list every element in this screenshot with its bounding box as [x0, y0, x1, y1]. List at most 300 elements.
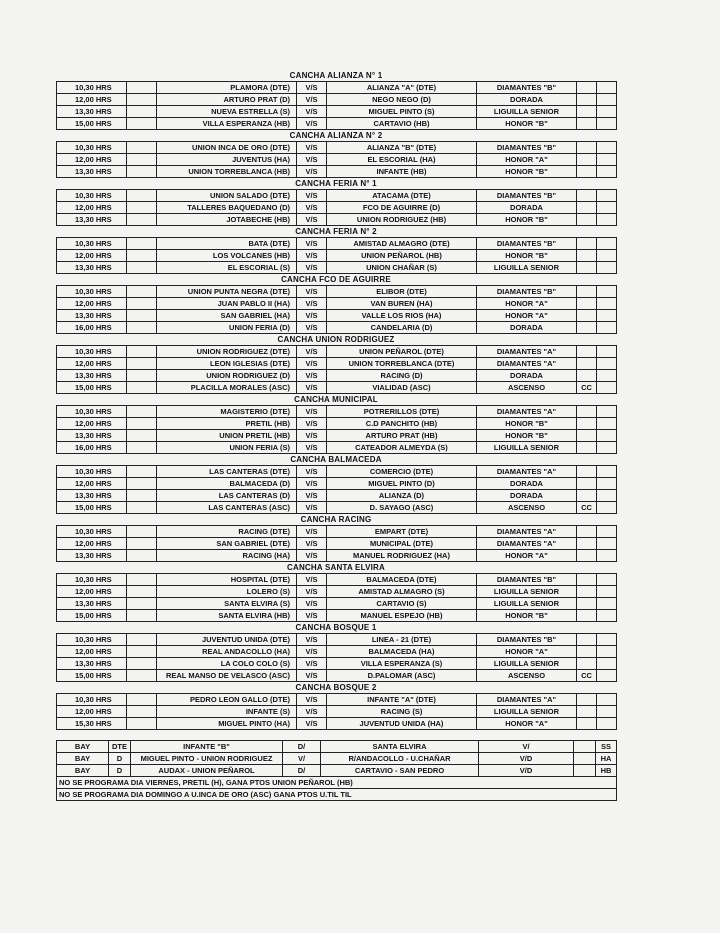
- section-table: [56, 405, 617, 454]
- blank-cell: [127, 430, 157, 442]
- category-cell: DIAMANTES "B": [477, 190, 577, 202]
- program-note: NO SE PROGRAMA DIA VIERNES, PRETIL (H), GANA PTOS UNION PEÑAROL (HB): [57, 777, 617, 789]
- bay-label-cell: BAY: [57, 741, 109, 753]
- versus-cell: V/S: [297, 262, 327, 274]
- category-cell: HONOR "A": [477, 154, 577, 166]
- blank-cell: [597, 586, 617, 598]
- table-row: [57, 358, 617, 370]
- home-team-cell: HOSPITAL (DTE): [157, 574, 297, 586]
- bay-table: [56, 740, 617, 801]
- blank-cell: [597, 526, 617, 538]
- category-cell: DIAMANTES "B": [477, 634, 577, 646]
- away-team-cell: MIGUEL PINTO (S): [327, 106, 477, 118]
- category-cell: HONOR "A": [477, 298, 577, 310]
- home-team-cell: SANTA ELVIRA (S): [157, 598, 297, 610]
- home-team-cell: TALLERES BAQUEDANO (D): [157, 202, 297, 214]
- category-cell: LIGUILLA SENIOR: [477, 658, 577, 670]
- blank-cell: [597, 250, 617, 262]
- bay-team-cell: MIGUEL PINTO - UNION RODRIGUEZ: [131, 753, 283, 765]
- versus-cell: V/S: [297, 154, 327, 166]
- versus-cell: V/S: [297, 346, 327, 358]
- time-cell: 13,30 HRS: [57, 262, 127, 274]
- category-cell: DORADA: [477, 490, 577, 502]
- blank-cell: [597, 154, 617, 166]
- away-team-cell: ELIBOR (DTE): [327, 286, 477, 298]
- table-row: [57, 526, 617, 538]
- category-cell: HONOR "A": [477, 718, 577, 730]
- versus-cell: V/S: [297, 718, 327, 730]
- time-cell: 13,30 HRS: [57, 550, 127, 562]
- category-cell: DIAMANTES "B": [477, 82, 577, 94]
- category-cell: DIAMANTES "A": [477, 346, 577, 358]
- home-team-cell: UNION SALADO (DTE): [157, 190, 297, 202]
- away-team-cell: MANUEL RODRIGUEZ (HA): [327, 550, 477, 562]
- category-cell: DIAMANTES "A": [477, 406, 577, 418]
- versus-cell: V/S: [297, 406, 327, 418]
- versus-cell: V/S: [297, 238, 327, 250]
- versus-cell: V/S: [297, 670, 327, 682]
- section-table: [56, 573, 617, 622]
- note-cell: [577, 574, 597, 586]
- blank-cell: [597, 466, 617, 478]
- time-cell: 13,30 HRS: [57, 214, 127, 226]
- blank-cell: [127, 202, 157, 214]
- bay-vs-cell: D/: [283, 741, 321, 753]
- section-table: [56, 465, 617, 514]
- versus-cell: V/S: [297, 694, 327, 706]
- versus-cell: V/S: [297, 598, 327, 610]
- table-row: [57, 670, 617, 682]
- blank-cell: [597, 670, 617, 682]
- versus-cell: V/S: [297, 490, 327, 502]
- home-team-cell: PLAMORA (DTE): [157, 82, 297, 94]
- blank-cell: [597, 106, 617, 118]
- away-team-cell: VALLE LOS RIOS (HA): [327, 310, 477, 322]
- time-cell: 12,00 HRS: [57, 538, 127, 550]
- versus-cell: V/S: [297, 142, 327, 154]
- blank-cell: [127, 538, 157, 550]
- note-cell: [577, 190, 597, 202]
- home-team-cell: ARTURO PRAT (D): [157, 94, 297, 106]
- blank-cell: [127, 418, 157, 430]
- bay-opponent-cell: R/ANDACOLLO - U.CHAÑAR: [321, 753, 479, 765]
- blank-cell: [127, 286, 157, 298]
- section-table: [56, 525, 617, 562]
- category-cell: DORADA: [477, 370, 577, 382]
- table-row: [57, 250, 617, 262]
- blank-cell: [597, 610, 617, 622]
- category-cell: LIGUILLA SENIOR: [477, 706, 577, 718]
- home-team-cell: EL ESCORIAL (S): [157, 262, 297, 274]
- blank-cell: [597, 94, 617, 106]
- note-cell: [577, 250, 597, 262]
- category-cell: HONOR "B": [477, 430, 577, 442]
- versus-cell: V/S: [297, 322, 327, 334]
- note-cell: [577, 406, 597, 418]
- away-team-cell: INFANTE (HB): [327, 166, 477, 178]
- away-team-cell: CATEADOR ALMEYDA (S): [327, 442, 477, 454]
- versus-cell: V/S: [297, 190, 327, 202]
- away-team-cell: UNION PEÑAROL (DTE): [327, 346, 477, 358]
- note-cell: [577, 82, 597, 94]
- blank-cell: [127, 406, 157, 418]
- away-team-cell: UNION RODRIGUEZ (HB): [327, 214, 477, 226]
- versus-cell: V/S: [297, 358, 327, 370]
- blank-cell: [127, 346, 157, 358]
- away-team-cell: NEGO NEGO (D): [327, 94, 477, 106]
- time-cell: 10,30 HRS: [57, 406, 127, 418]
- category-cell: DIAMANTES "A": [477, 358, 577, 370]
- bay-code-cell: D: [109, 753, 131, 765]
- note-cell: [577, 142, 597, 154]
- section-title: CANCHA RACING: [300, 515, 372, 524]
- note-cell: [577, 430, 597, 442]
- note-row: [57, 789, 617, 801]
- away-team-cell: UNION PEÑAROL (HB): [327, 250, 477, 262]
- blank-cell: [127, 670, 157, 682]
- note-cell: [577, 238, 597, 250]
- time-cell: 12,00 HRS: [57, 202, 127, 214]
- category-cell: ASCENSO: [477, 382, 577, 394]
- note-cell: [577, 658, 597, 670]
- blank-cell: [597, 478, 617, 490]
- away-team-cell: MUNICIPAL (DTE): [327, 538, 477, 550]
- versus-cell: V/S: [297, 94, 327, 106]
- versus-cell: V/S: [297, 118, 327, 130]
- home-team-cell: LAS CANTERAS (ASC): [157, 502, 297, 514]
- blank-cell: [574, 741, 596, 753]
- time-cell: 13,30 HRS: [57, 310, 127, 322]
- section-title: CANCHA FERIA N° 2: [295, 227, 377, 236]
- blank-cell: [597, 718, 617, 730]
- bay-row: [57, 765, 617, 777]
- home-team-cell: PLACILLA MORALES (ASC): [157, 382, 297, 394]
- home-team-cell: LA COLO COLO (S): [157, 658, 297, 670]
- bay-label-cell: BAY: [57, 765, 109, 777]
- note-cell: [577, 646, 597, 658]
- category-cell: DORADA: [477, 322, 577, 334]
- section-title: CANCHA ALIANZA N° 2: [289, 131, 383, 140]
- time-cell: 10,30 HRS: [57, 634, 127, 646]
- versus-cell: V/S: [297, 586, 327, 598]
- versus-cell: V/S: [297, 310, 327, 322]
- blank-cell: [597, 142, 617, 154]
- versus-cell: V/S: [297, 82, 327, 94]
- away-team-cell: C.D PANCHITO (HB): [327, 418, 477, 430]
- away-team-cell: CANDELARIA (D): [327, 322, 477, 334]
- blank-cell: [597, 406, 617, 418]
- time-cell: 13,30 HRS: [57, 490, 127, 502]
- note-cell: [577, 370, 597, 382]
- versus-cell: V/S: [297, 526, 327, 538]
- note-cell: [577, 526, 597, 538]
- section-title: CANCHA BALMACEDA: [290, 455, 382, 464]
- blank-cell: [127, 118, 157, 130]
- category-cell: LIGUILLA SENIOR: [477, 598, 577, 610]
- home-team-cell: LEON IGLESIAS (DTE): [157, 358, 297, 370]
- table-row: [57, 718, 617, 730]
- table-row: [57, 694, 617, 706]
- note-cell: [577, 466, 597, 478]
- table-row: [57, 706, 617, 718]
- away-team-cell: COMERCIO (DTE): [327, 466, 477, 478]
- blank-cell: [127, 598, 157, 610]
- versus-cell: V/S: [297, 418, 327, 430]
- time-cell: 13,30 HRS: [57, 658, 127, 670]
- time-cell: 15,00 HRS: [57, 670, 127, 682]
- note-cell: [577, 442, 597, 454]
- table-row: [57, 442, 617, 454]
- time-cell: 16,00 HRS: [57, 322, 127, 334]
- blank-cell: [127, 154, 157, 166]
- versus-cell: V/S: [297, 502, 327, 514]
- blank-cell: [597, 706, 617, 718]
- table-row: [57, 430, 617, 442]
- blank-cell: [127, 166, 157, 178]
- versus-cell: V/S: [297, 538, 327, 550]
- blank-cell: [127, 574, 157, 586]
- home-team-cell: JUVENTUS (HA): [157, 154, 297, 166]
- away-team-cell: VIALIDAD (ASC): [327, 382, 477, 394]
- category-cell: LIGUILLA SENIOR: [477, 262, 577, 274]
- blank-cell: [597, 694, 617, 706]
- section-table: [56, 81, 617, 130]
- bay-opponent-cell: CARTAVIO - SAN PEDRO: [321, 765, 479, 777]
- blank-cell: [597, 490, 617, 502]
- table-row: [57, 634, 617, 646]
- home-team-cell: JUAN PABLO II (HA): [157, 298, 297, 310]
- blank-cell: [127, 190, 157, 202]
- home-team-cell: UNION FERIA (S): [157, 442, 297, 454]
- home-team-cell: VILLA ESPERANZA (HB): [157, 118, 297, 130]
- versus-cell: V/S: [297, 706, 327, 718]
- versus-cell: V/S: [297, 466, 327, 478]
- blank-cell: [127, 142, 157, 154]
- table-row: [57, 310, 617, 322]
- blank-cell: [127, 370, 157, 382]
- time-cell: 13,30 HRS: [57, 430, 127, 442]
- note-cell: [577, 202, 597, 214]
- category-cell: DORADA: [477, 94, 577, 106]
- home-team-cell: UNION RODRIGUEZ (DTE): [157, 346, 297, 358]
- blank-cell: [597, 538, 617, 550]
- versus-cell: V/S: [297, 430, 327, 442]
- home-team-cell: SAN GABRIEL (DTE): [157, 538, 297, 550]
- note-cell: [577, 94, 597, 106]
- category-cell: HONOR "B": [477, 118, 577, 130]
- home-team-cell: RACING (HA): [157, 550, 297, 562]
- table-row: [57, 406, 617, 418]
- note-cell: CC: [577, 382, 597, 394]
- note-cell: [577, 538, 597, 550]
- blank-cell: [127, 478, 157, 490]
- section-title: CANCHA FCO DE AGUIRRE: [281, 275, 391, 284]
- away-team-cell: INFANTE "A" (DTE): [327, 694, 477, 706]
- table-row: [57, 502, 617, 514]
- schedule-sheet: [56, 70, 616, 801]
- versus-cell: V/S: [297, 658, 327, 670]
- versus-cell: V/S: [297, 442, 327, 454]
- away-team-cell: ALIANZA (D): [327, 490, 477, 502]
- home-team-cell: REAL ANDACOLLO (HA): [157, 646, 297, 658]
- table-row: [57, 286, 617, 298]
- blank-cell: [597, 346, 617, 358]
- blank-cell: [127, 610, 157, 622]
- away-team-cell: AMISTAD ALMAGRO (S): [327, 586, 477, 598]
- versus-cell: V/S: [297, 298, 327, 310]
- blank-cell: [127, 718, 157, 730]
- blank-cell: [597, 310, 617, 322]
- category-cell: HONOR "A": [477, 550, 577, 562]
- blank-cell: [597, 190, 617, 202]
- home-team-cell: UNION RODRIGUEZ (D): [157, 370, 297, 382]
- versus-cell: V/S: [297, 478, 327, 490]
- table-row: [57, 610, 617, 622]
- note-cell: [577, 706, 597, 718]
- time-cell: 10,30 HRS: [57, 346, 127, 358]
- section-table: [56, 285, 617, 334]
- note-cell: [577, 346, 597, 358]
- table-row: [57, 586, 617, 598]
- versus-cell: V/S: [297, 370, 327, 382]
- time-cell: 15,00 HRS: [57, 610, 127, 622]
- table-row: [57, 466, 617, 478]
- category-cell: DIAMANTES "B": [477, 286, 577, 298]
- table-row: [57, 346, 617, 358]
- blank-cell: [597, 322, 617, 334]
- blank-cell: [127, 94, 157, 106]
- blank-cell: [597, 430, 617, 442]
- note-cell: [577, 586, 597, 598]
- bay-tag-cell: HB: [596, 765, 617, 777]
- away-team-cell: FCO DE AGUIRRE (D): [327, 202, 477, 214]
- blank-cell: [597, 634, 617, 646]
- time-cell: 13,30 HRS: [57, 598, 127, 610]
- note-cell: [577, 106, 597, 118]
- versus-cell: V/S: [297, 574, 327, 586]
- category-cell: DIAMANTES "B": [477, 574, 577, 586]
- table-row: [57, 658, 617, 670]
- note-cell: [577, 118, 597, 130]
- blank-cell: [127, 466, 157, 478]
- table-row: [57, 322, 617, 334]
- blank-cell: [127, 310, 157, 322]
- home-team-cell: JOTABECHE (HB): [157, 214, 297, 226]
- blank-cell: [127, 442, 157, 454]
- section-table: [56, 693, 617, 730]
- category-cell: DORADA: [477, 478, 577, 490]
- blank-cell: [127, 586, 157, 598]
- note-cell: [577, 154, 597, 166]
- time-cell: 12,00 HRS: [57, 154, 127, 166]
- time-cell: 10,30 HRS: [57, 82, 127, 94]
- blank-cell: [597, 658, 617, 670]
- home-team-cell: MIGUEL PINTO (HA): [157, 718, 297, 730]
- blank-cell: [127, 526, 157, 538]
- away-team-cell: ARTURO PRAT (HB): [327, 430, 477, 442]
- category-cell: LIGUILLA SENIOR: [477, 442, 577, 454]
- table-row: [57, 142, 617, 154]
- versus-cell: V/S: [297, 610, 327, 622]
- versus-cell: V/S: [297, 106, 327, 118]
- blank-cell: [597, 166, 617, 178]
- blank-cell: [597, 358, 617, 370]
- time-cell: 10,30 HRS: [57, 142, 127, 154]
- versus-cell: V/S: [297, 202, 327, 214]
- home-team-cell: UNION PUNTA NEGRA (DTE): [157, 286, 297, 298]
- category-cell: LIGUILLA SENIOR: [477, 106, 577, 118]
- table-row: [57, 538, 617, 550]
- category-cell: DIAMANTES "A": [477, 694, 577, 706]
- table-row: [57, 190, 617, 202]
- table-row: [57, 166, 617, 178]
- away-team-cell: BALMACEDA (DTE): [327, 574, 477, 586]
- blank-cell: [597, 214, 617, 226]
- away-team-cell: UNION CHAÑAR (S): [327, 262, 477, 274]
- program-note: NO SE PROGRAMA DIA DOMINGO A U.INCA DE ORO (ASC) GANA PTOS U.TIL TIL: [57, 789, 617, 801]
- away-team-cell: EMPART (DTE): [327, 526, 477, 538]
- note-cell: [577, 310, 597, 322]
- time-cell: 15,00 HRS: [57, 382, 127, 394]
- time-cell: 10,30 HRS: [57, 466, 127, 478]
- home-team-cell: LAS CANTERAS (D): [157, 490, 297, 502]
- home-team-cell: UNION TORREBLANCA (HB): [157, 166, 297, 178]
- note-cell: [577, 214, 597, 226]
- blank-cell: [597, 382, 617, 394]
- home-team-cell: PEDRO LEON GALLO (DTE): [157, 694, 297, 706]
- blank-cell: [127, 502, 157, 514]
- section-title: CANCHA BOSQUE 1: [295, 623, 377, 632]
- section-title: CANCHA FERIA N° 1: [295, 179, 377, 188]
- versus-cell: V/S: [297, 550, 327, 562]
- away-team-cell: CARTAVIO (HB): [327, 118, 477, 130]
- time-cell: 12,00 HRS: [57, 418, 127, 430]
- section-table: [56, 345, 617, 394]
- category-cell: HONOR "B": [477, 214, 577, 226]
- table-row: [57, 82, 617, 94]
- blank-cell: [574, 753, 596, 765]
- section-table: [56, 189, 617, 226]
- bay-team-cell: INFANTE "B": [131, 741, 283, 753]
- note-cell: [577, 322, 597, 334]
- away-team-cell: CARTAVIO (S): [327, 598, 477, 610]
- bay-vs-cell: D/: [283, 765, 321, 777]
- blank-cell: [127, 106, 157, 118]
- time-cell: 12,00 HRS: [57, 358, 127, 370]
- time-cell: 16,00 HRS: [57, 442, 127, 454]
- table-row: [57, 106, 617, 118]
- category-cell: HONOR "A": [477, 310, 577, 322]
- versus-cell: V/S: [297, 382, 327, 394]
- note-cell: [577, 418, 597, 430]
- time-cell: 12,00 HRS: [57, 586, 127, 598]
- blank-cell: [597, 82, 617, 94]
- category-cell: HONOR "A": [477, 646, 577, 658]
- category-cell: ASCENSO: [477, 502, 577, 514]
- away-team-cell: POTRERILLOS (DTE): [327, 406, 477, 418]
- section-title: CANCHA ALIANZA N° 1: [289, 71, 383, 80]
- blank-cell: [597, 118, 617, 130]
- blank-cell: [127, 250, 157, 262]
- table-row: [57, 202, 617, 214]
- time-cell: 12,00 HRS: [57, 478, 127, 490]
- note-cell: [577, 610, 597, 622]
- time-cell: 12,00 HRS: [57, 298, 127, 310]
- time-cell: 15,00 HRS: [57, 502, 127, 514]
- section-title: CANCHA MUNICIPAL: [294, 395, 378, 404]
- time-cell: 15,00 HRS: [57, 118, 127, 130]
- table-row: [57, 490, 617, 502]
